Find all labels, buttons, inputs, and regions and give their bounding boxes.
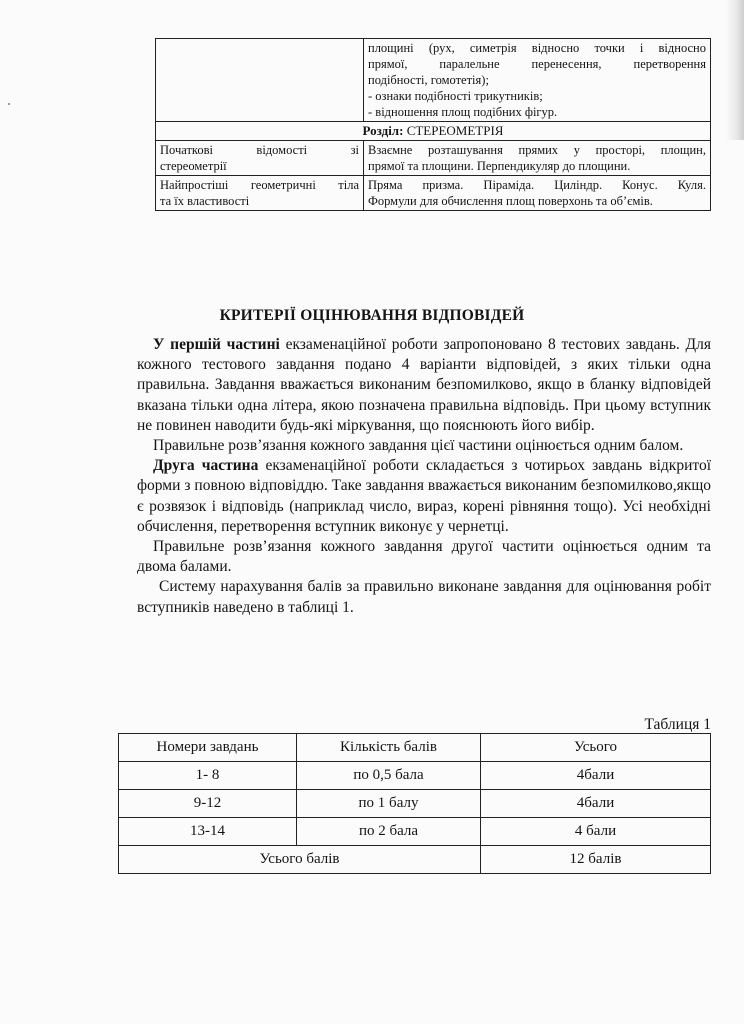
section-row (156, 122, 711, 141)
table-caption: Таблиця 1 (644, 716, 711, 733)
column-header: Кількість балів (297, 734, 481, 762)
paragraph-scoring-two: Правильне розв’язання кожного завдання другої частити оцінюється одним та двома балами. (137, 538, 711, 576)
table-row (156, 176, 711, 211)
table-cell: 13-14 (119, 818, 297, 846)
topic-cell (156, 39, 364, 122)
table-row (119, 790, 711, 818)
section-header (156, 122, 711, 141)
table-header-row (119, 734, 711, 762)
table-cell: 9-12 (119, 790, 297, 818)
table-row (119, 818, 711, 846)
table-row (156, 141, 711, 176)
table-total-row (119, 846, 711, 874)
table-cell: 1- 8 (119, 762, 297, 790)
table-cell: 4бали (481, 762, 711, 790)
score-table (118, 733, 711, 874)
table-cell: по 1 балу (297, 790, 481, 818)
paragraph-part-one: У першій частині екзаменаційної роботи запропоновано 8 тестових завдань. Для кожного тестового завдання подано 4 варіанти відповідей, з яких тільки одна правильна. Завдання вважається виконаним безпомилково, якщо в бланку відповідей вказана тільки одна літера, якою позначена правильна відповідь. При цьому вступник не повинен наводити будь-які міркування, що пояснюють його вибір. (137, 336, 711, 434)
table-cell: по 0,5 бала (297, 762, 481, 790)
content-cell: Пряма призма. Піраміда. Циліндр. Конус. Куля. Формули для обчислення площ поверхонь та об’ємів. (364, 176, 711, 211)
section-name: СТЕРЕОМЕТРІЯ (406, 123, 504, 138)
paragraph-part-two: Друга частина екзаменаційної роботи складається з чотирьох завдань відкритої форми з повною відповіддю. Таке завдання вважається виконаним безпомилково,якщо є розвязок і відповідь (наприклад число, вираз, корені рівняння тощо). Усі необхідні обчислення, перетворення вступник виконує у чернетці. (137, 457, 712, 535)
topic-cell: Початкові відомості зі стереометрії (156, 141, 364, 176)
total-value: 12 балів (481, 846, 711, 874)
section-heading: КРИТЕРІЇ ОЦІНЮВАННЯ ВІДПОВІДЕЙ (219, 307, 525, 324)
table-cell: 4 бали (481, 818, 711, 846)
column-header: Усього (481, 734, 711, 762)
criteria-text (137, 335, 711, 618)
table-cell: 4бали (481, 790, 711, 818)
section-prefix: Розділ: (362, 123, 404, 138)
content-cell: Взаємне розташування прямих у просторі, площин, прямої та площини. Перпендикуляр до площини. (364, 141, 711, 176)
table-row (119, 762, 711, 790)
topics-table (155, 38, 711, 211)
total-label: Усього балів (119, 846, 481, 874)
scan-speck (8, 103, 10, 105)
scan-edge-shadow (726, 0, 744, 140)
table-row (156, 39, 711, 122)
paragraph-scoring-one: Правильне розв’язання кожного завдання цієї частини оцінюється одним балом. (153, 437, 684, 455)
paragraph-table-ref: Систему нарахування балів за правильно виконане завдання для оцінювання робіт вступників наведено в таблиці 1. (137, 578, 711, 616)
content-cell: площині (рух, симетрія відносно точки і відносно прямої, паралельне перенесення, перетворення подібності, гомотетія); - ознаки подібності трикутників; - відношення площ подібних фігур. (364, 39, 711, 122)
column-header: Номери завдань (119, 734, 297, 762)
topic-cell: Найпростіші геометричні тіла та їх властивості (156, 176, 364, 211)
table-cell: по 2 бала (297, 818, 481, 846)
